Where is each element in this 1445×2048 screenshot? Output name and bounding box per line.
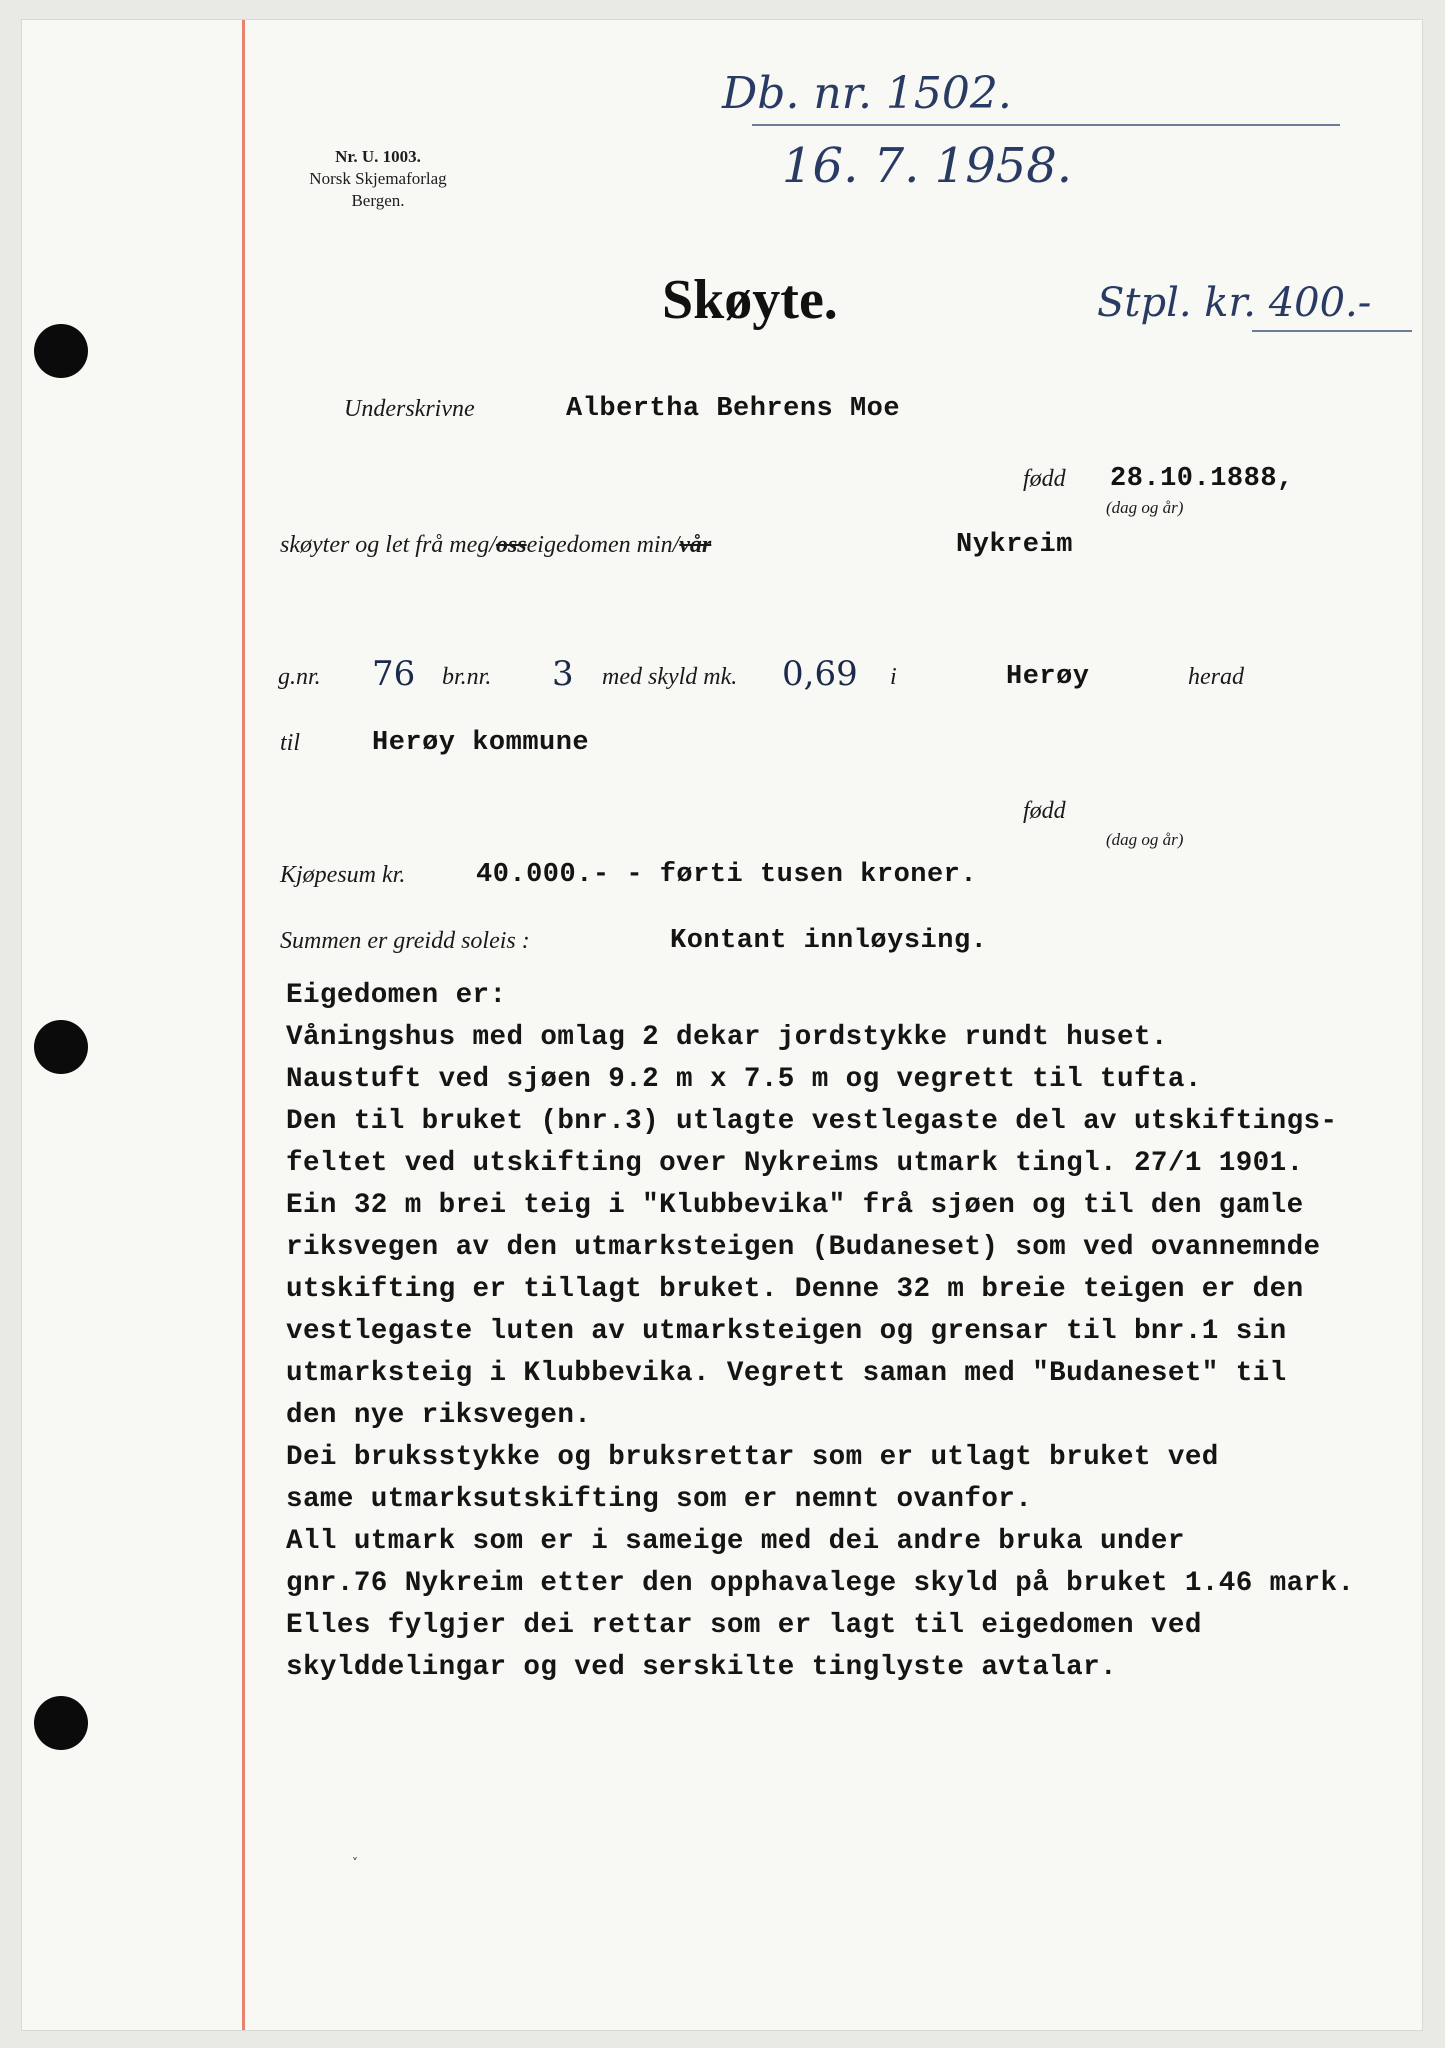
conveys-statement (280, 532, 711, 559)
undersigned-label: Underskrivne (344, 396, 475, 422)
form-city: Bergen. (351, 191, 405, 210)
til-label: til (280, 730, 301, 756)
body-line: All utmark som er i sameige med dei andre bruka under (286, 1526, 1185, 1557)
body-line: Dei bruksstykke og bruksrettar som er utlagt bruket ved (286, 1442, 1219, 1473)
brnr-value: 3 (552, 654, 574, 694)
herad-label: herad (1188, 664, 1244, 690)
body-line: Ein 32 m brei teig i "Klubbevika" frå sjøen og til den gamle (286, 1190, 1304, 1221)
form-publisher: Norsk Skjemaforlag (309, 169, 447, 188)
buyer-name: Herøy kommune (372, 728, 590, 758)
paid-value: Kontant innløysing. (670, 926, 988, 956)
punch-hole-top (34, 324, 88, 378)
gnr-label: g.nr. (278, 664, 321, 690)
body-line: riksvegen av den utmarksteigen (Budaneset) som ved ovannemnde (286, 1232, 1321, 1263)
conveys-label-2: eigedomen min/ (526, 532, 680, 558)
body-line: Våningshus med omlag 2 dekar jordstykke rundt huset. (286, 1022, 1168, 1053)
municipality-name: Herøy (1006, 662, 1090, 692)
conveys-struck-var: vår (679, 532, 712, 558)
stray-mark: ˅ (352, 1856, 358, 1870)
body-line: utmarksteig i Klubbevika. Vegrett saman med "Budaneset" til (286, 1358, 1287, 1389)
i-label: i (890, 664, 897, 690)
conveys-label: skøyter og let frå meg/ (280, 532, 496, 558)
undersigned-name: Albertha Behrens Moe (566, 394, 901, 424)
handwritten-registry-number: Db. nr. 1502. (722, 68, 1012, 119)
property-name: Nykreim (956, 530, 1073, 560)
handwritten-stamp-fee: Stpl. kr. 400.- (1097, 280, 1372, 326)
body-line: utskifting er tillagt bruket. Denne 32 m breie teigen er den (286, 1274, 1304, 1305)
document-page (22, 20, 1422, 2030)
price-value: 40.000.- - førti tusen kroner. (476, 860, 978, 890)
skyld-value: 0,69 (782, 654, 858, 694)
red-margin-line (242, 20, 245, 2030)
body-line: skylddelingar og ved serskilte tinglyste avtalar. (286, 1652, 1117, 1683)
handwritten-fee-underline (1252, 330, 1412, 332)
body-line: Eigedomen er: (286, 980, 507, 1011)
born-date: 28.10.1888, (1110, 464, 1294, 494)
body-line: vestlegaste luten av utmarksteigen og grensar til bnr.1 sin (286, 1316, 1287, 1347)
paid-label: Summen er greidd soleis : (280, 928, 530, 954)
form-header (278, 146, 478, 212)
conveys-struck-oss: oss (495, 532, 527, 558)
dag-og-ar-note: (dag og år) (1106, 498, 1184, 517)
body-line: same utmarksutskifting som er nemnt ovanfor. (286, 1484, 1033, 1515)
handwritten-underline (752, 124, 1340, 126)
body-line: den nye riksvegen. (286, 1400, 592, 1431)
punch-hole-middle (34, 1020, 88, 1074)
punch-hole-bottom (34, 1696, 88, 1750)
body-line: Elles fylgjer dei rettar som er lagt til eigedomen ved (286, 1610, 1202, 1641)
body-line: Den til bruket (bnr.3) utlagte vestlegaste del av utskiftings- (286, 1106, 1338, 1137)
body-line: Naustuft ved sjøen 9.2 m x 7.5 m og vegrett til tufta. (286, 1064, 1202, 1095)
buyer-born-label: fødd (1023, 798, 1066, 824)
price-label: Kjøpesum kr. (280, 862, 406, 888)
handwritten-date: 16. 7. 1958. (782, 138, 1073, 194)
form-number: Nr. U. 1003. (335, 147, 421, 166)
born-label: fødd (1023, 466, 1066, 492)
buyer-dag-og-ar-note: (dag og år) (1106, 830, 1184, 849)
body-line: gnr.76 Nykreim etter den opphavalege skyld på bruket 1.46 mark. (286, 1568, 1355, 1599)
document-title: Skøyte. (662, 269, 838, 331)
gnr-value: 76 (372, 654, 416, 694)
skyld-label: med skyld mk. (602, 664, 738, 690)
brnr-label: br.nr. (442, 664, 492, 690)
body-line: feltet ved utskifting over Nykreims utmark tingl. 27/1 1901. (286, 1148, 1304, 1179)
